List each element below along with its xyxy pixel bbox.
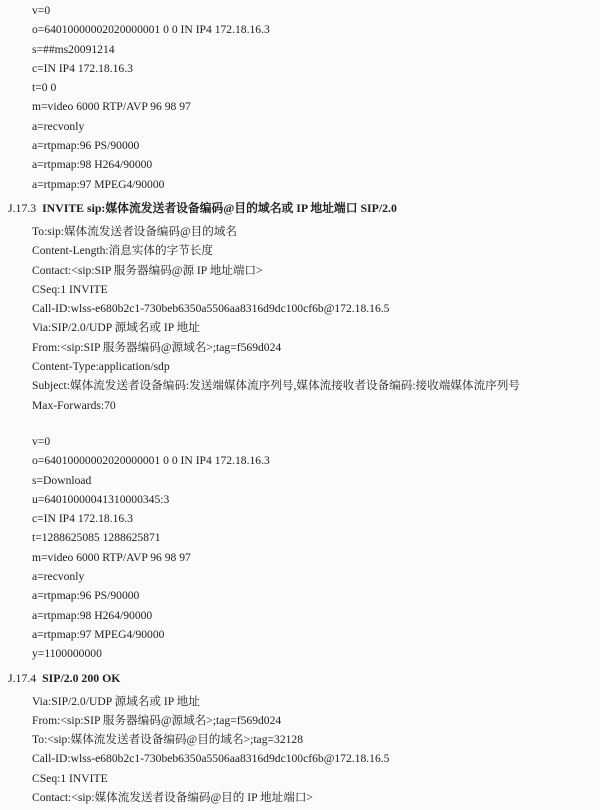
- sdp-line: u=64010000041310000345:3: [32, 492, 170, 506]
- section-title: SIP/2.0 200 OK: [42, 670, 121, 685]
- header-line: To:<sip:媒体流发送者设备编码@目的域名>;tag=32128: [32, 733, 304, 747]
- sdp-line: s=Download: [32, 473, 92, 487]
- sdp-line: s=##ms20091214: [32, 42, 115, 56]
- sdp-line: y=1100000000: [32, 647, 102, 661]
- sdp-line: v=0: [32, 434, 51, 448]
- sdp-line: c=IN IP4 172.18.16.3: [32, 512, 133, 526]
- header-line: Contact:<sip:SIP 服务器编码@源 IP 地址端口>: [32, 263, 263, 277]
- header-line: CSeq:1 INVITE: [32, 282, 108, 296]
- header-line-subject: Subject:媒体流发送者设备编码:发送端媒体流序列号,媒体流接收者设备编码:接收端媒体流序列号: [32, 379, 520, 393]
- sdp-line: a=recvonly: [32, 119, 85, 133]
- header-line: From:<sip:SIP 服务器编码@源域名>;tag=f569d024: [32, 340, 282, 354]
- header-line: Max-Forwards:70: [32, 398, 116, 412]
- sip-headers-j173: [0, 222, 600, 415]
- header-line: Call-ID:wlss-e680b2c1-730beb6350a5506aa8316d9dc100cf6b@172.18.16.5: [32, 302, 390, 316]
- sdp-line: a=rtpmap:98 H264/90000: [32, 608, 153, 622]
- section-number: J.17.3: [8, 200, 37, 215]
- sdp-line: a=rtpmap:96 PS/90000: [32, 139, 140, 153]
- header-line: Via:SIP/2.0/UDP 源域名或 IP 地址: [32, 321, 200, 335]
- sdp-line: a=rtpmap:96 PS/90000: [32, 589, 140, 603]
- sdp-line: a=rtpmap:97 MPEG4/90000: [32, 627, 165, 641]
- sdp-line: m=video 6000 RTP/AVP 96 98 97: [32, 550, 191, 564]
- sdp-line: a=recvonly: [32, 570, 85, 584]
- sdp-line: a=rtpmap:97 MPEG4/90000: [32, 177, 165, 191]
- sdp-line: v=0: [32, 4, 51, 17]
- sdp-line: m=video 6000 RTP/AVP 96 98 97: [32, 100, 191, 114]
- header-line: Via:SIP/2.0/UDP 源域名或 IP 地址: [32, 694, 200, 708]
- section-heading-j173: [0, 194, 600, 222]
- sdp-block-top: [0, 0, 600, 194]
- sdp-line: o=64010000002020000001 0 0 IN IP4 172.18.16.3: [32, 454, 270, 468]
- section-number: J.17.4: [8, 670, 37, 685]
- sdp-line: o=64010000002020000001 0 0 IN IP4 172.18.16.3: [32, 23, 270, 37]
- header-line: CSeq:1 INVITE: [32, 771, 108, 785]
- sip-headers-j174: [0, 692, 600, 808]
- sdp-line: t=1288625085 1288625871: [32, 531, 161, 545]
- header-line: Contact:<sip:媒体流发送者设备编码@目的 IP 地址端口>: [32, 790, 313, 804]
- sdp-block-j173: [0, 432, 600, 664]
- section-title: INVITE sip:媒体流发送者设备编码@目的域名或 IP 地址端口 SIP/2.0: [42, 200, 397, 215]
- header-line: Content-Length:消息实体的字节长度: [32, 244, 213, 258]
- sdp-line: t=0 0: [32, 81, 57, 95]
- section-heading-j174: [0, 664, 600, 692]
- sdp-line: a=rtpmap:98 H264/90000: [32, 158, 153, 172]
- sdp-line: c=IN IP4 172.18.16.3: [32, 61, 133, 75]
- header-line: Content-Type:application/sdp: [32, 360, 170, 374]
- header-line: From:<sip:SIP 服务器编码@源域名>;tag=f569d024: [32, 713, 282, 727]
- blank-line: [0, 415, 600, 432]
- header-line: Call-ID:wlss-e680b2c1-730beb6350a5506aa8316d9dc100cf6b@172.18.16.5: [32, 752, 390, 766]
- header-line: To:sip:媒体流发送者设备编码@目的域名: [32, 224, 238, 238]
